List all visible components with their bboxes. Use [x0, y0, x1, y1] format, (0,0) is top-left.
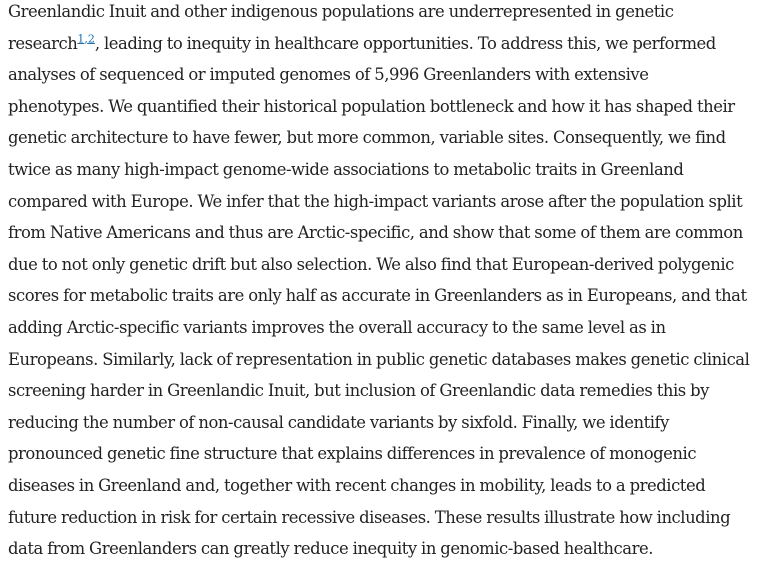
- abstract-line-8: from Native Americans and thus are Arctic-specific, and show that some of them are common: [8, 223, 743, 243]
- abstract-line-6: twice as many high-impact genome-wide associations to metabolic traits in Greenland: [8, 159, 684, 179]
- abstract-text-continuation: , leading to inequity in healthcare opportunities. To address this, we performed: [94, 33, 716, 53]
- citation-separator: ,: [84, 32, 88, 46]
- citation-link-1[interactable]: 1: [77, 32, 85, 46]
- abstract-line-14: reducing the number of non-causal candidate variants by sixfold. Finally, we identify: [8, 412, 669, 432]
- abstract-line-10: scores for metabolic traits are only half as accurate in Greenlanders as in Europeans, and that: [8, 286, 747, 306]
- abstract-text-research: research: [8, 33, 78, 53]
- abstract-line-13: screening harder in Greenlandic Inuit, but inclusion of Greenlandic data remedies this by: [8, 381, 709, 401]
- abstract-line-18: data from Greenlanders can greatly reduce inequity in genomic-based healthcare.: [8, 539, 653, 559]
- abstract-line-7: compared with Europe. We infer that the high-impact variants arose after the population split: [8, 191, 743, 211]
- abstract-line-1: Greenlandic Inuit and other indigenous populations are underrepresented in genetic: [8, 2, 674, 21]
- abstract-line-11: adding Arctic-specific variants improves the overall accuracy to the same level as in: [8, 317, 666, 337]
- abstract-line-9: due to not only genetic drift but also selection. We also find that European-derived polygenic: [8, 254, 734, 274]
- abstract-line-17: future reduction in risk for certain recessive diseases. These results illustrate how including: [8, 507, 731, 527]
- abstract-line-3: analyses of sequenced or imputed genomes of 5,996 Greenlanders with extensive: [8, 65, 649, 85]
- abstract-line-5: genetic architecture to have fewer, but more common, variable sites. Consequently, we find: [8, 128, 726, 148]
- abstract-line-4: phenotypes. We quantified their historical population bottleneck and how it has shaped their: [8, 96, 735, 116]
- abstract-line-15: pronounced genetic fine structure that explains differences in prevalence of monogenic: [8, 444, 697, 464]
- abstract-line-2: [8, 28, 769, 60]
- citation-link-2[interactable]: 2: [87, 32, 95, 46]
- abstract-line-12: Europeans. Similarly, lack of representation in public genetic databases makes genetic clinical: [8, 349, 750, 369]
- abstract-line-16: diseases in Greenland and, together with recent changes in mobility, leads to a predicted: [8, 475, 706, 495]
